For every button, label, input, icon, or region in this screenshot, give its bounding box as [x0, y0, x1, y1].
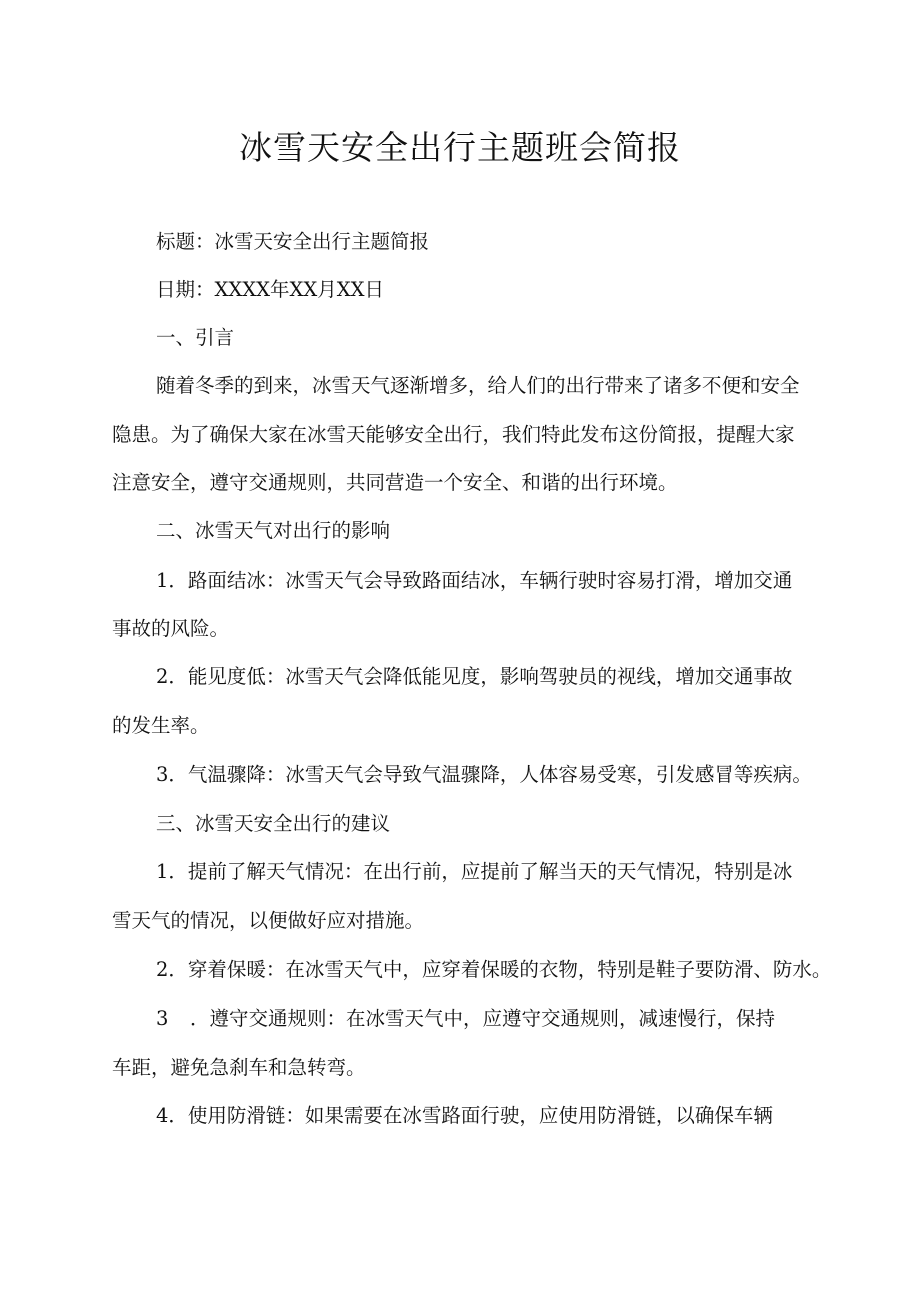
- intro-paragraph-line: 注意安全，遵守交通规则，共同营造一个安全、和谐的出行环境。: [112, 471, 678, 494]
- section-heading-advice: 三、冰雪天安全出行的建议: [156, 812, 391, 835]
- intro-paragraph-line: 隐患。为了确保大家在冰雪天能够安全出行，我们特此发布这份简报，提醒大家: [112, 423, 795, 446]
- header-title: 标题：冰雪天安全出行主题简报: [156, 230, 430, 253]
- advice-item-line: 车距，避免急刹车和急转弯。: [112, 1056, 366, 1079]
- page-title: 冰雪天安全出行主题班会简报: [239, 128, 681, 167]
- advice-item-line: 1．提前了解天气情况：在出行前，应提前了解当天的天气情况，特别是冰: [156, 860, 793, 883]
- advice-item-line: [156, 1004, 775, 1034]
- impact-item-line: 2．能见度低：冰雪天气会降低能见度，影响驾驶员的视线，增加交通事故: [156, 665, 793, 688]
- advice-item-text: ．遵守交通规则：在冰雪天气中，应遵守交通规则，减速慢行，保持: [190, 1007, 776, 1030]
- impact-item-line: 3．气温骤降：冰雪天气会导致气温骤降，人体容易受寒，引发感冒等疾病。: [156, 763, 812, 786]
- section-heading-intro: 一、引言: [156, 326, 235, 349]
- advice-item-line: 雪天气的情况，以便做好应对措施。: [112, 909, 425, 932]
- impact-item-line: 事故的风险。: [112, 617, 230, 640]
- advice-item-number: 3: [156, 1007, 169, 1030]
- impact-item-line: 的发生率。: [112, 714, 210, 737]
- advice-item-line: 4．使用防滑链：如果需要在冰雪路面行驶，应使用防滑链，以确保车辆: [156, 1104, 773, 1127]
- header-date: 日期：XXXX年XX月XX日: [156, 278, 385, 301]
- impact-item-line: 1．路面结冰：冰雪天气会导致路面结冰，车辆行驶时容易打滑，增加交通: [156, 569, 793, 592]
- intro-paragraph-line: 随着冬季的到来，冰雪天气逐渐增多，给人们的出行带来了诸多不便和安全: [156, 374, 800, 397]
- section-heading-impact: 二、冰雪天气对出行的影响: [156, 519, 391, 542]
- advice-item-line: 2．穿着保暖：在冰雪天气中，应穿着保暖的衣物，特别是鞋子要防滑、防水。: [156, 958, 832, 981]
